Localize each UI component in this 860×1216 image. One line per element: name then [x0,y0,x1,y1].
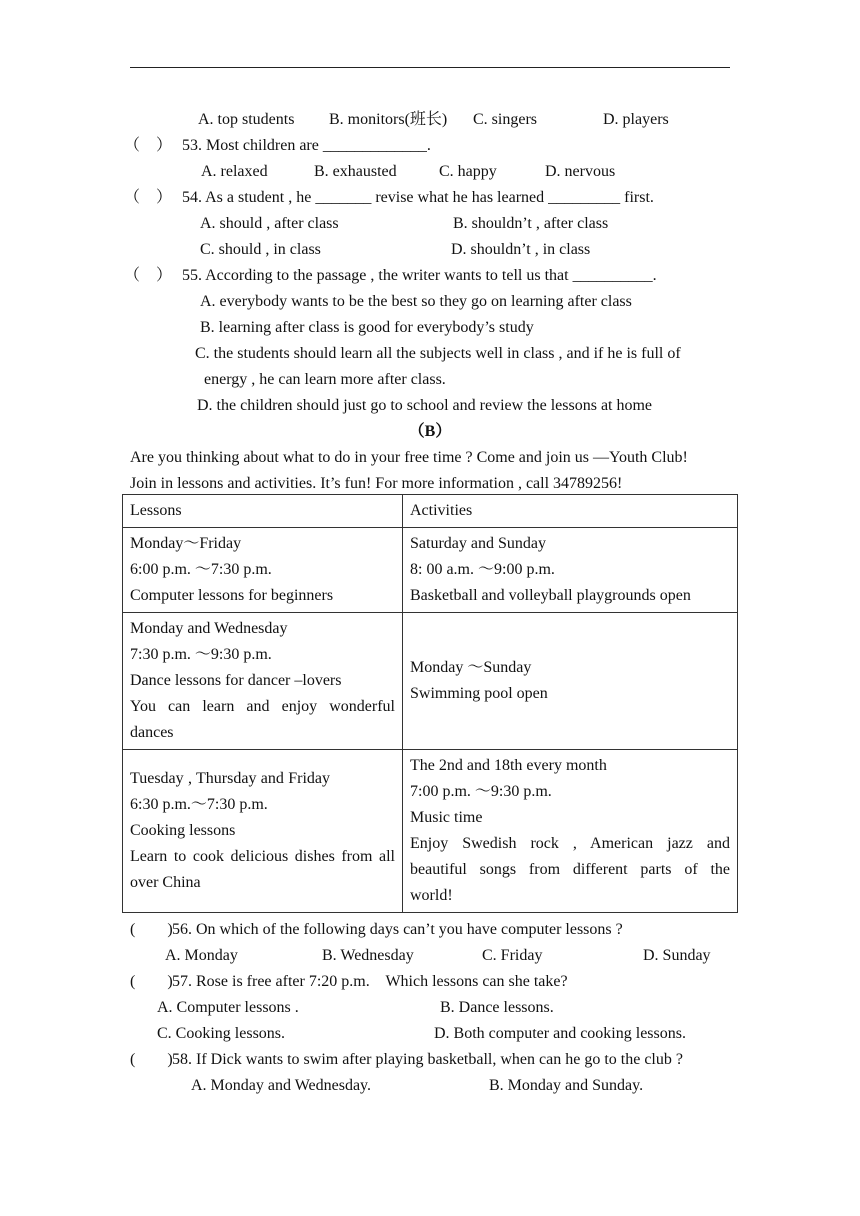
q53-option-b: B. exhausted [314,163,397,180]
table-row [123,750,738,913]
q53-answer-blank: （ ） [124,137,173,154]
q54-option-d: D. shouldn’t , in class [451,241,591,258]
q52-option-b: B. monitors(班长) [329,111,448,128]
q57-option-d: D. Both computer and cooking lessons. [434,1025,686,1042]
q54-answer-blank: （ ） [124,189,173,206]
lesson-cell-computer: Monday～Friday 6:00 p.m. ～7:30 p.m. Computer lessons for beginners [123,528,403,613]
table-row [123,528,738,613]
q57-option-c: C. Cooking lessons. [157,1025,286,1042]
q53-stem: 53. Most children are _____________. [182,137,431,154]
q54-option-a: A. should , after class [200,215,339,232]
q53-option-d: D. nervous [545,163,616,180]
q55-option-a: A. everybody wants to be the best so they go on learning after class [200,293,632,310]
q52-option-a: A. top students [198,111,295,128]
q56-option-c: C. Friday [482,947,543,964]
youth-club-table [122,494,738,913]
q56-answer-blank: ( ) [130,921,173,938]
q55-stem: 55. According to the passage , the writer wants to tell us that __________. [182,267,657,284]
q54-stem: 54. As a student , he _______ revise what he has learned _________ first. [182,189,654,206]
table-header-row [123,495,738,528]
activity-cell-swimming: Monday ～Sunday Swimming pool open [403,613,738,750]
q57-answer-blank: ( ) [130,973,173,990]
q58-option-b: B. Monday and Sunday. [489,1077,644,1094]
header-rule [130,67,730,68]
table-row [123,613,738,750]
activity-cell-playgrounds: Saturday and Sunday 8: 00 a.m. ～9:00 p.m. Basketball and volleyball playgrounds open [403,528,738,613]
q56-stem: 56. On which of the following days can’t you have computer lessons ? [172,921,623,938]
q52-option-d: D. players [603,111,669,128]
q57-option-a: A. Computer lessons . [157,999,299,1016]
q55-answer-blank: （ ） [124,267,173,284]
q53-option-c: C. happy [439,163,497,180]
q52-option-c: C. singers [473,111,537,128]
q58-option-a: A. Monday and Wednesday. [191,1077,372,1094]
q55-option-c-continued: energy , he can learn more after class. [204,371,446,388]
q55-option-d: D. the children should just go to school and review the lessons at home [197,397,653,414]
q57-option-b: B. Dance lessons. [440,999,554,1016]
lesson-cell-cooking: Tuesday , Thursday and Friday 6:30 p.m.～7:30 p.m. Cooking lessons Learn to cook delicious dishes from all over China [123,750,403,913]
q56-option-b: B. Wednesday [322,947,414,964]
table-header-lessons: Lessons [123,495,403,528]
table-header-activities: Activities [403,495,738,528]
section-intro-line-2: Join in lessons and activities. It’s fun! For more information , call 34789256! [130,475,623,492]
q54-option-b: B. shouldn’t , after class [453,215,609,232]
q56-option-d: D. Sunday [643,947,711,964]
q58-answer-blank: ( ) [130,1051,173,1068]
q55-option-c: C. the students should learn all the subjects well in class , and if he is full of [195,345,681,362]
section-intro-line-1: Are you thinking about what to do in your free time ? Come and join us —Youth Club! [130,449,688,466]
q54-option-c: C. should , in class [200,241,321,258]
lesson-cell-dance: Monday and Wednesday 7:30 p.m. ～9:30 p.m. Dance lessons for dancer –lovers You can learn and enjoy wonderful dances [123,613,403,750]
q55-option-b: B. learning after class is good for everybody’s study [200,319,534,336]
section-heading: （B） [408,423,452,440]
q58-stem: 58. If Dick wants to swim after playing basketball, when can he go to the club ? [172,1051,683,1068]
q53-option-a: A. relaxed [201,163,268,180]
q56-option-a: A. Monday [165,947,238,964]
q57-stem: 57. Rose is free after 7:20 p.m. Which lessons can she take? [172,973,568,990]
activity-cell-music: The 2nd and 18th every month 7:00 p.m. ～9:30 p.m. Music time Enjoy Swedish rock , American jazz and beautiful songs from different parts of the world! [403,750,738,913]
